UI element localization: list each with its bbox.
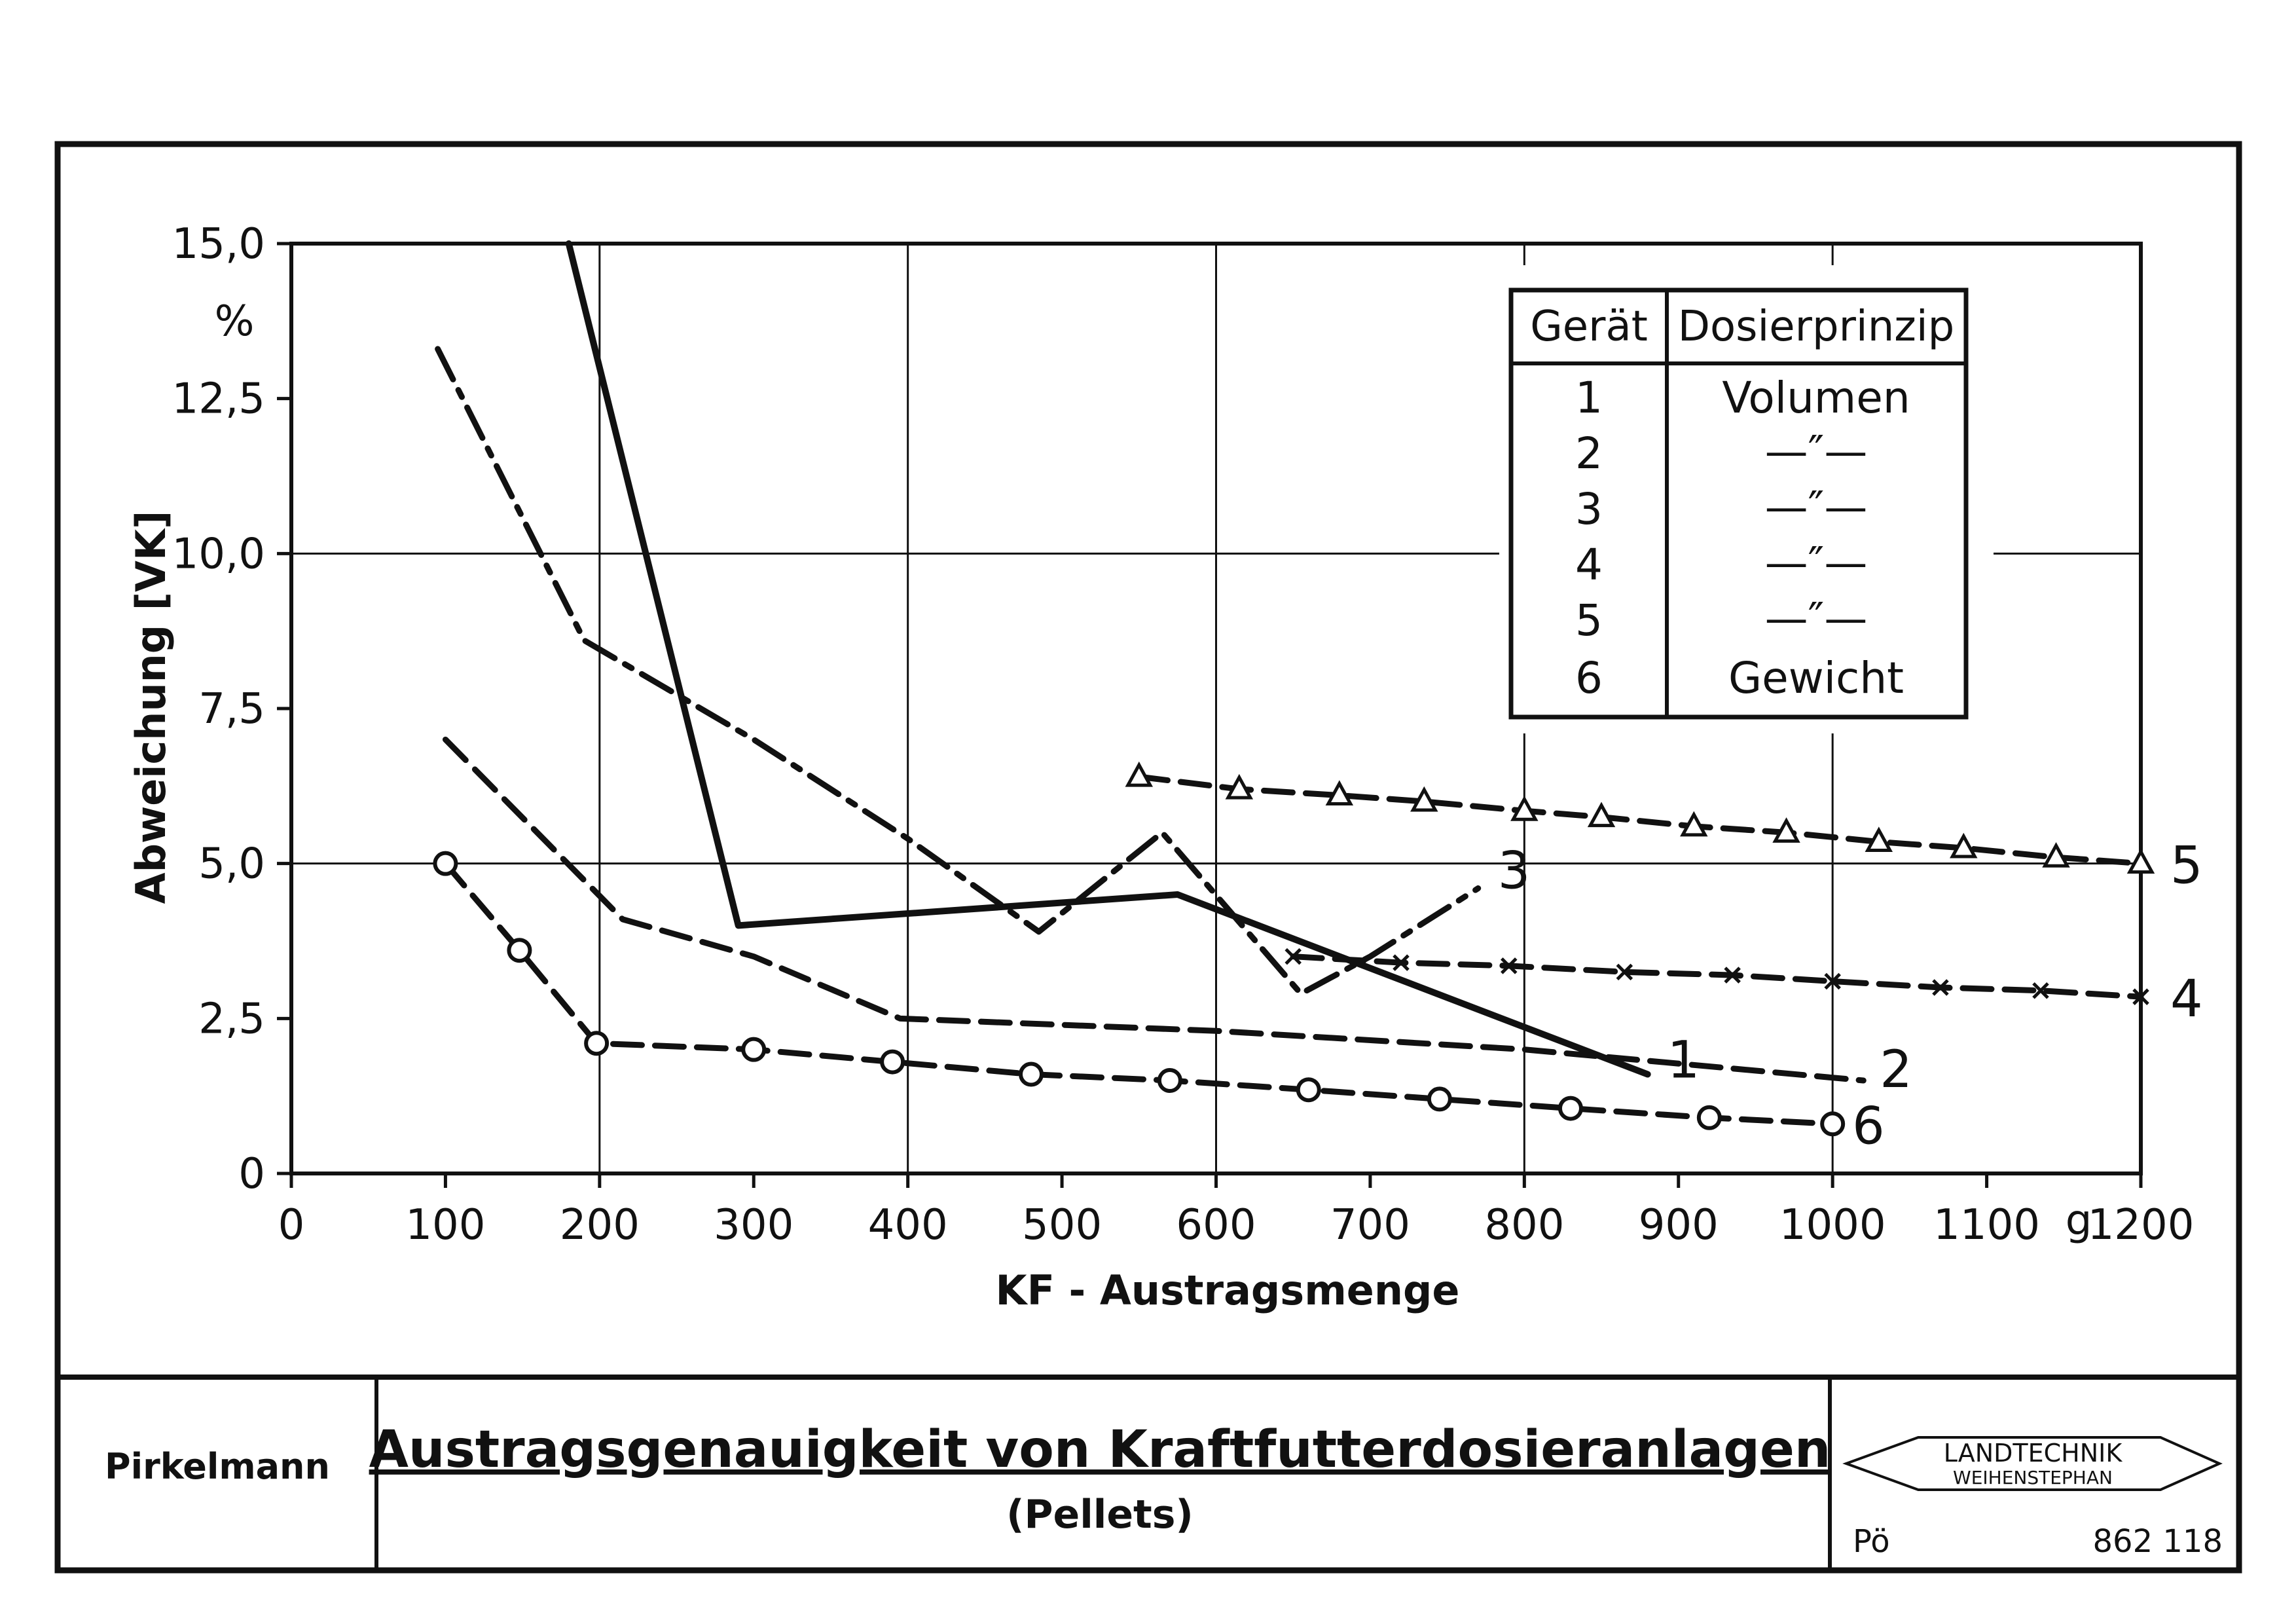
y-tick-label: 7,5 [198, 685, 265, 733]
x-tick-label: 700 [1330, 1201, 1410, 1249]
series-3-line [438, 349, 1478, 994]
series-5-label: 5 [2170, 836, 2203, 896]
x-tick-label: 400 [867, 1201, 948, 1249]
series-6-point [586, 1033, 607, 1054]
legend-prinzip-4: —″— [1764, 538, 1868, 588]
x-tick-label: 200 [559, 1201, 640, 1249]
series-6-point [509, 940, 530, 961]
x-unit-label: g [2065, 1196, 2092, 1245]
x-tick-label: 0 [278, 1201, 305, 1249]
series-6-label: 6 [1852, 1097, 1885, 1156]
y-tick-label: 0 [238, 1150, 265, 1198]
footer-initials: Pö [1853, 1523, 1890, 1560]
y-axis-title: Abweichung [VK] [127, 510, 175, 904]
x-tick-label: 1200 [2087, 1201, 2195, 1249]
x-tick-labels [278, 1201, 2195, 1249]
footer-number: 862 118 [2092, 1523, 2223, 1560]
x-tick-label: 300 [714, 1201, 794, 1249]
legend-geraet-1: 1 [1575, 373, 1603, 423]
x-tick-label: 1000 [1779, 1201, 1886, 1249]
legend-header-geraet: Gerät [1530, 303, 1648, 351]
y-unit-label: % [214, 297, 255, 346]
legend-geraet-2: 2 [1575, 428, 1603, 479]
series-6-point [743, 1039, 764, 1060]
x-tick-label: 500 [1022, 1201, 1102, 1249]
legend-geraet-4: 4 [1575, 540, 1603, 590]
y-tick-labels [172, 220, 266, 1198]
x-axis-title: KF - Austragsmenge [995, 1266, 1460, 1314]
footer-title: Austragsgenauigkeit von Kraftfutterdosieranlagen [369, 1420, 1831, 1479]
series-6-point [1560, 1098, 1581, 1119]
footer-subtitle: (Pellets) [1006, 1492, 1194, 1538]
legend-prinzip-2: —″— [1764, 426, 1868, 477]
series-5-point [2130, 852, 2152, 872]
series-4-label: 4 [2170, 970, 2203, 1029]
x-tick-label: 1100 [1933, 1201, 2041, 1249]
y-tick-label: 2,5 [198, 995, 265, 1044]
legend-geraet-3: 3 [1575, 484, 1603, 534]
legend-prinzip-6: Gewicht [1728, 653, 1904, 703]
legend-prinzip-1: Volumen [1722, 373, 1910, 423]
legend-geraet-5: 5 [1575, 595, 1603, 646]
series-2-line [445, 739, 1863, 1080]
y-tick-label: 10,0 [172, 530, 265, 579]
legend-prinzip-3: —″— [1764, 482, 1868, 532]
landtechnik-stamp [1846, 1437, 2219, 1490]
x-tick-label: 600 [1176, 1201, 1256, 1249]
footer-author: Pirkelmann [105, 1446, 330, 1487]
series-6-point [1429, 1088, 1450, 1109]
y-tick-label: 12,5 [172, 375, 265, 424]
series-6-point [1699, 1107, 1720, 1128]
legend-table [1499, 265, 1994, 733]
x-tick-label: 800 [1484, 1201, 1565, 1249]
series-6-point [1021, 1064, 1042, 1085]
series-6-point [435, 853, 456, 874]
stamp-line-1: LANDTECHNIK [1943, 1439, 2123, 1467]
series-6-point [1822, 1113, 1843, 1134]
x-tick-label: 100 [405, 1201, 486, 1249]
legend-header-dosierprinzip: Dosierprinzip [1677, 303, 1955, 351]
series-6-point [1159, 1070, 1180, 1091]
y-tick-label: 5,0 [198, 840, 265, 889]
legend-prinzip-5: —″— [1764, 593, 1868, 644]
series-5-line [1139, 777, 2141, 864]
stamp-line-2: WEIHENSTEPHAN [1953, 1467, 2113, 1488]
series-2-label: 2 [1880, 1041, 1912, 1099]
x-tick-label: 900 [1638, 1201, 1719, 1249]
series-6-point [1298, 1079, 1319, 1100]
series-1-label: 1 [1667, 1031, 1700, 1090]
series-6-point [882, 1052, 903, 1073]
y-tick-label: 15,0 [172, 220, 265, 268]
series-3-label: 3 [1497, 841, 1531, 901]
legend-geraet-6: 6 [1575, 653, 1603, 703]
series-6-line [445, 864, 1832, 1124]
